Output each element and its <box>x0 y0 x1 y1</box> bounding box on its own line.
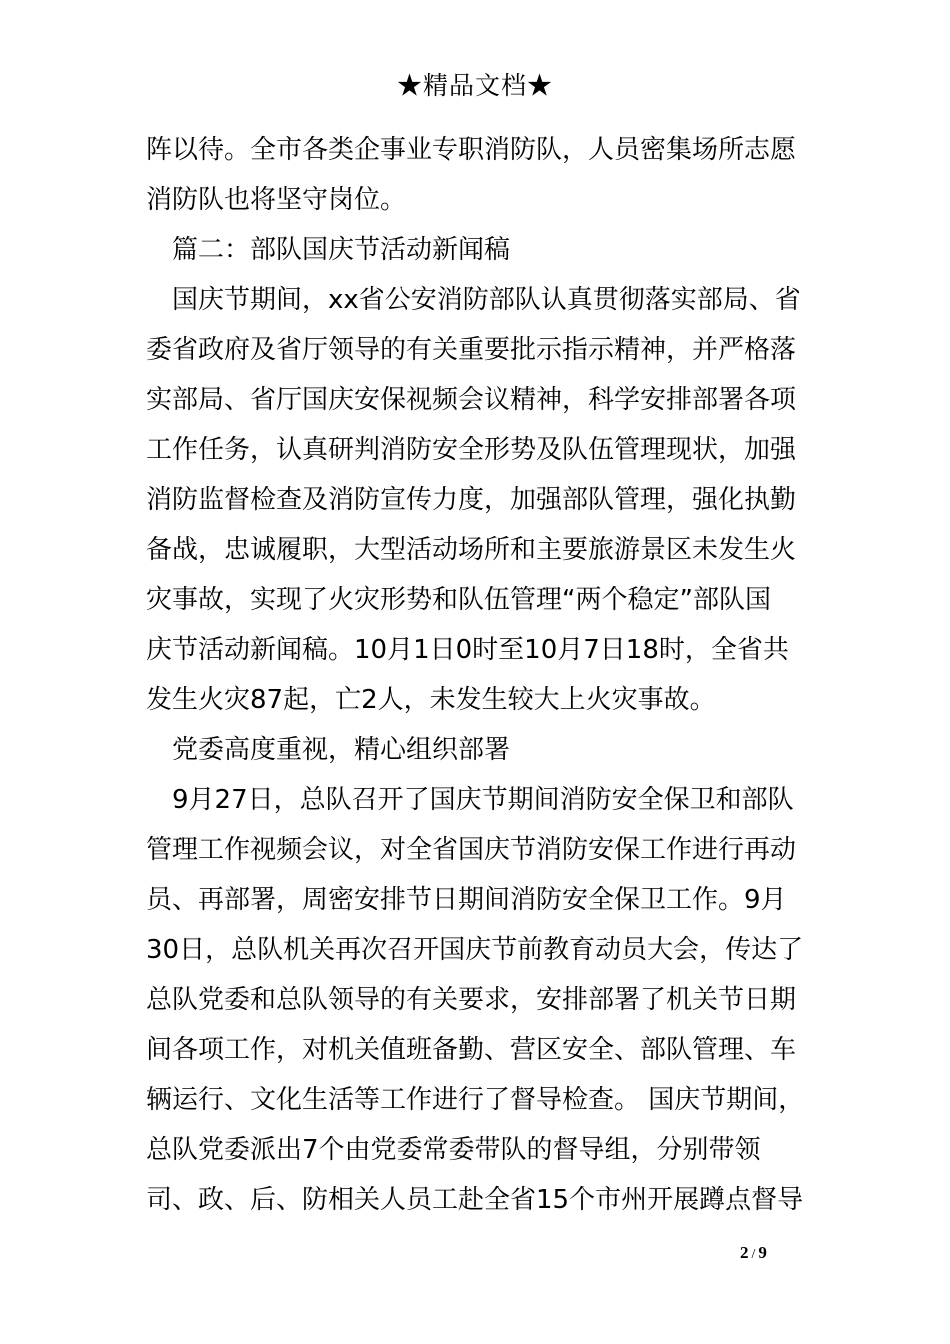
section-heading: 篇二：部队国庆节活动新闻稿 <box>172 235 511 265</box>
page-total: 9 <box>758 1243 767 1262</box>
body-line: 国庆节期间，xx省公安消防部队认真贯彻落实部局、省 <box>172 285 801 315</box>
body-line: 30日，总队机关再次召开国庆节前教育动员大会，传达了 <box>146 935 804 965</box>
subsection-heading: 党委高度重视，精心组织部署 <box>172 735 511 765</box>
page-separator: / <box>751 1247 756 1262</box>
body-line: 发生火灾87起，亡2人，未发生较大上火灾事故。 <box>146 685 716 715</box>
body-line: 9月27日，总队召开了国庆节期间消防安全保卫和部队 <box>172 785 794 815</box>
body-line: 委省政府及省厅领导的有关重要批示指示精神，并严格落 <box>146 335 797 365</box>
body-line: 员、再部署，周密安排节日期间消防安全保卫工作。9月 <box>146 885 787 915</box>
body-line: 庆节活动新闻稿。10月1日0时至10月7日18时，全省共 <box>146 635 789 665</box>
body-line: 工作任务，认真研判消防安全形势及队伍管理现状，加强 <box>146 435 797 465</box>
body-line: 消防监督检查及消防宣传力度，加强部队管理，强化执勤 <box>146 485 797 515</box>
document-header-title: ★精品文档★ <box>396 71 553 100</box>
body-line: 实部局、省厅国庆安保视频会议精神，科学安排部署各项 <box>146 385 797 415</box>
page-number <box>740 1243 767 1263</box>
body-line: 灾事故，实现了火灾形势和队伍管理“两个稳定”部队国 <box>146 585 771 615</box>
body-line: 总队党委和总队领导的有关要求，安排部署了机关节日期 <box>146 985 797 1015</box>
body-line: 间各项工作，对机关值班备勤、营区安全、部队管理、车 <box>146 1035 797 1065</box>
body-line: 辆运行、文化生活等工作进行了督导检查。 国庆节期间， <box>146 1085 805 1115</box>
document-body <box>146 125 816 1225</box>
body-line: 司、政、后、防相关人员工赴全省15个市州开展蹲点督导 <box>146 1185 804 1215</box>
page-current: 2 <box>740 1243 749 1262</box>
body-line: 总队党委派出7个由党委常委带队的督导组，分别带领 <box>146 1135 761 1165</box>
body-line: 消防队也将坚守岗位。 <box>146 185 407 215</box>
body-line: 阵以待。全市各类企事业专职消防队，人员密集场所志愿 <box>146 135 797 165</box>
body-line: 备战，忠诚履职，大型活动场所和主要旅游景区未发生火 <box>146 535 797 565</box>
body-line: 管理工作视频会议，对全省国庆节消防安保工作进行再动 <box>146 835 797 865</box>
